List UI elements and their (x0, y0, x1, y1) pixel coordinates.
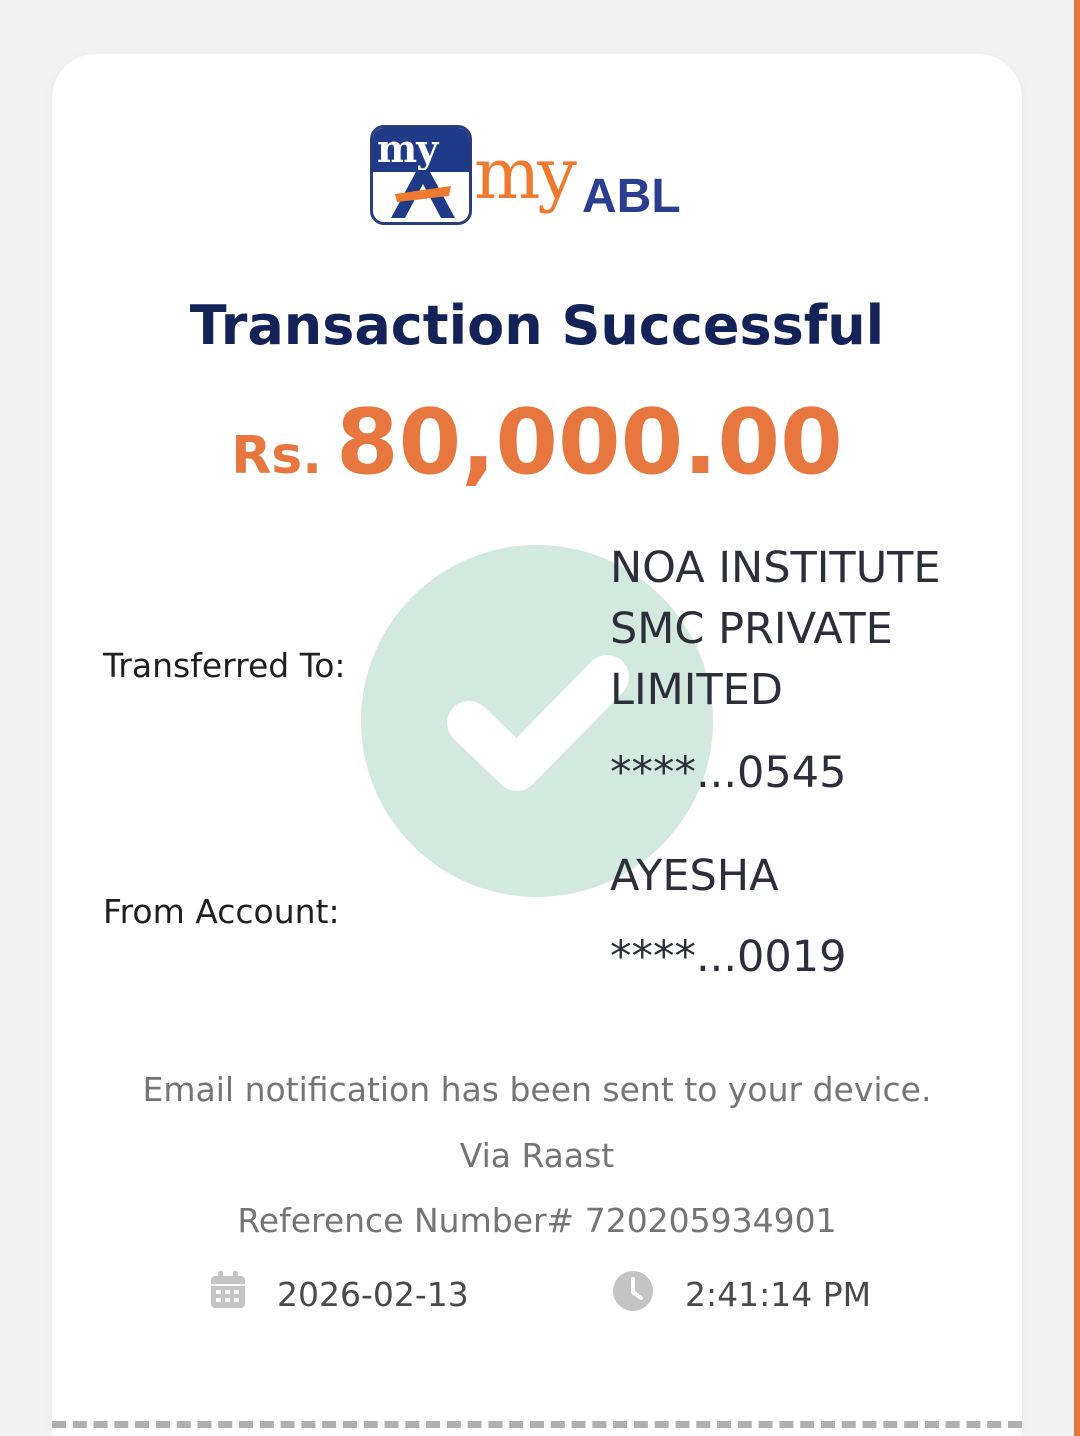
transaction-time: 2:41:14 PM (685, 1275, 872, 1314)
edge-accent-bar (1074, 0, 1080, 1436)
transaction-date: 2026-02-13 (277, 1275, 469, 1314)
reference-number: Reference Number# 720205934901 (237, 1201, 837, 1240)
receipt-tear-line (52, 1421, 1022, 1428)
calendar-icon (210, 1271, 246, 1309)
logo-a-icon (391, 168, 455, 220)
clock-icon (612, 1270, 654, 1312)
from-account-label: From Account: (103, 892, 340, 931)
logo-word-abl: ABL (582, 170, 681, 223)
transferred-to-name: NOA INSTITUTE SMC PRIVATE LIMITED (610, 543, 941, 715)
logo-badge-text: my (377, 126, 438, 171)
myabl-logo (370, 125, 710, 237)
payment-channel: Via Raast (459, 1136, 615, 1175)
currency-label: Rs. (231, 426, 322, 486)
from-account-name: AYESHA (610, 851, 779, 901)
transferred-to-account: ****...0545 (610, 748, 847, 798)
transaction-status-title: Transaction Successful (189, 294, 885, 357)
amount-value: 80,000.00 (336, 390, 843, 495)
notification-message: Email notification has been sent to your device. (142, 1070, 932, 1109)
transferred-to-label: Transferred To: (103, 646, 346, 685)
transaction-amount (52, 388, 1022, 523)
from-account-number: ****...0019 (610, 932, 847, 982)
logo-badge (370, 125, 472, 225)
logo-word-my: my (474, 133, 574, 215)
